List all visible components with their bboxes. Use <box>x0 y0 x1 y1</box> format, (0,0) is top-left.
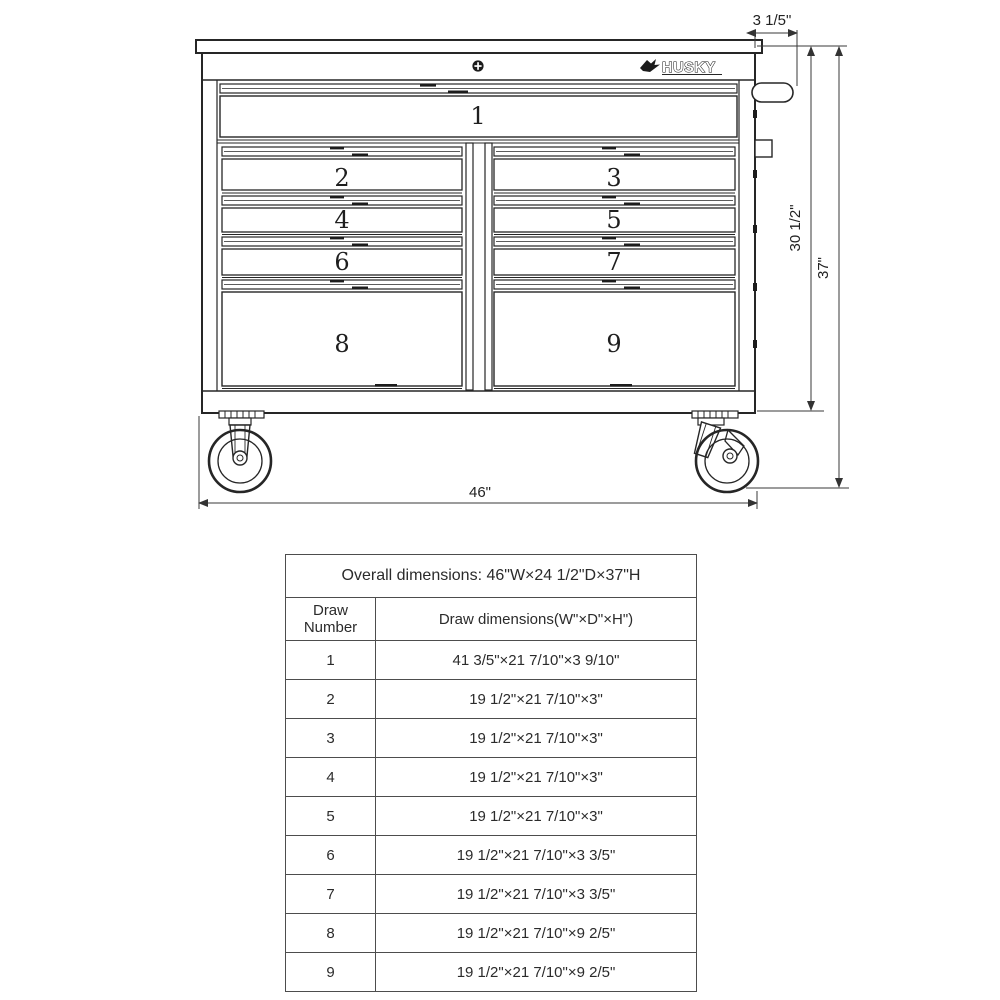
table-row <box>286 719 697 758</box>
table-title-row <box>286 555 697 598</box>
drawer-1 <box>217 84 739 143</box>
drawer-5 <box>494 196 735 234</box>
side-bracket <box>755 140 772 157</box>
drawer-1-label: 1 <box>470 102 486 130</box>
draw-dimensions: 19 1/2"×21 7/10"×3" <box>376 719 697 758</box>
lock-icon <box>472 60 483 71</box>
column-divider-left <box>466 143 473 390</box>
drawer-4-label: 4 <box>334 206 350 234</box>
draw-number: 8 <box>286 914 376 953</box>
draw-dimensions: 41 3/5"×21 7/10"×3 9/10" <box>376 641 697 680</box>
draw-number: 5 <box>286 797 376 836</box>
draw-dimensions: 19 1/2"×21 7/10"×3" <box>376 758 697 797</box>
drawer-8 <box>222 280 462 387</box>
drawer-3-label: 3 <box>606 164 622 192</box>
draw-dimensions: 19 1/2"×21 7/10"×3 3/5" <box>376 836 697 875</box>
table-row <box>286 797 697 836</box>
drawer-6-label: 6 <box>334 248 350 276</box>
side-handle <box>752 83 793 102</box>
drawer-5-label: 5 <box>606 206 622 234</box>
overall-dimensions-title: Overall dimensions: 46"W×24 1/2"D×37"H <box>286 555 697 598</box>
dimension-overall-width <box>199 416 757 509</box>
column-header-draw-dimensions: Draw dimensions(W"×D"×H") <box>376 598 697 641</box>
drawer-9 <box>494 280 735 387</box>
draw-number: 9 <box>286 953 376 992</box>
draw-dimensions: 19 1/2"×21 7/10"×9 2/5" <box>376 953 697 992</box>
overall-height-label: 37" <box>815 256 832 280</box>
draw-number: 6 <box>286 836 376 875</box>
table-row <box>286 680 697 719</box>
drawer-2 <box>222 147 462 192</box>
dimensions-table <box>285 554 697 992</box>
table-row <box>286 758 697 797</box>
draw-dimensions: 19 1/2"×21 7/10"×3 3/5" <box>376 875 697 914</box>
draw-number: 7 <box>286 875 376 914</box>
drawer-7-label: 7 <box>606 248 622 276</box>
caster-left <box>209 411 271 492</box>
draw-number: 3 <box>286 719 376 758</box>
handle-depth-label: 3 1/5" <box>752 12 792 29</box>
drawer-3 <box>494 147 735 192</box>
draw-dimensions: 19 1/2"×21 7/10"×3" <box>376 680 697 719</box>
cabinet-top-lip <box>196 40 762 53</box>
table-row <box>286 836 697 875</box>
body-height-label: 30 1/2" <box>787 204 804 252</box>
draw-dimensions: 19 1/2"×21 7/10"×3" <box>376 797 697 836</box>
table-header-row <box>286 598 697 641</box>
draw-dimensions: 19 1/2"×21 7/10"×9 2/5" <box>376 914 697 953</box>
drawer-2-label: 2 <box>334 164 350 192</box>
column-divider-right <box>485 143 492 390</box>
draw-number: 2 <box>286 680 376 719</box>
drawer-6 <box>222 237 462 276</box>
drawer-7 <box>494 237 735 276</box>
drawer-8-label: 8 <box>334 330 350 358</box>
draw-number: 1 <box>286 641 376 680</box>
overall-width-label: 46" <box>468 484 492 501</box>
table-row <box>286 914 697 953</box>
dimension-overall-height <box>746 47 849 488</box>
caster-right <box>692 411 758 492</box>
table-row <box>286 953 697 992</box>
table-row <box>286 641 697 680</box>
drawer-9-label: 9 <box>606 330 622 358</box>
table-row <box>286 875 697 914</box>
drawer-4 <box>222 196 462 234</box>
column-header-draw-number: Draw Number <box>286 598 376 641</box>
draw-number: 4 <box>286 758 376 797</box>
brand-text: HUSKY <box>662 60 716 76</box>
